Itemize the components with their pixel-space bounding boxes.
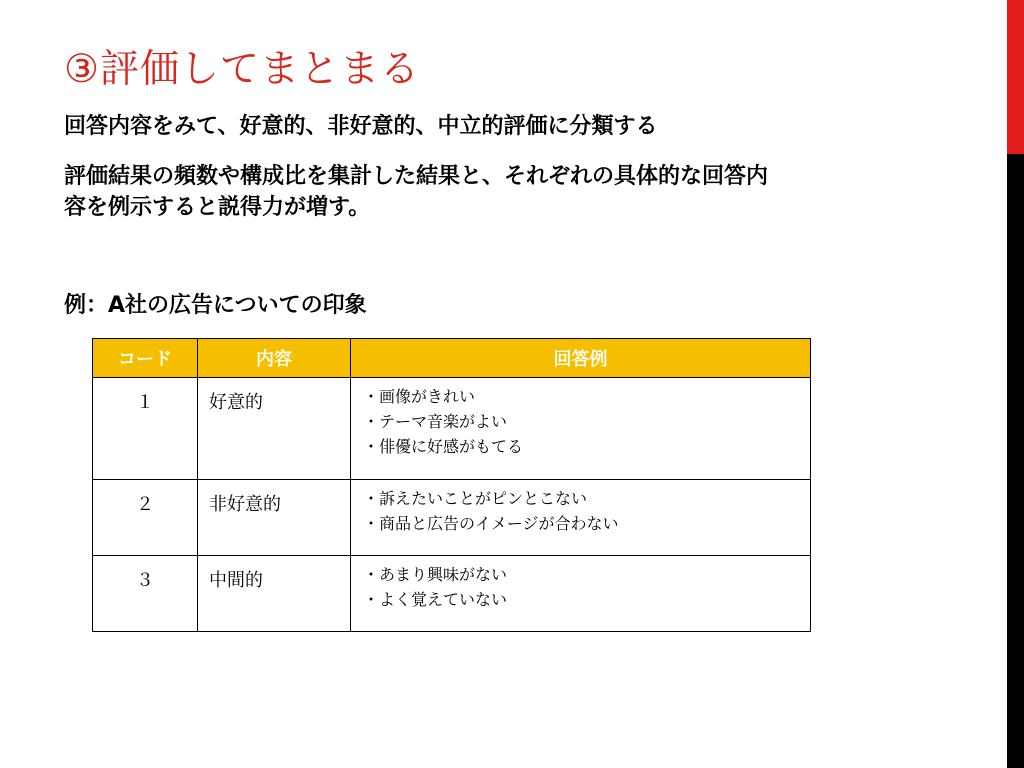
paragraph-summary: [64, 161, 768, 223]
cell-code: ２: [93, 480, 198, 556]
slide-title: ③評価してまとまる: [64, 47, 420, 92]
accent-bar-black: [1007, 154, 1024, 768]
cell-examples: [351, 556, 811, 632]
table-row: [93, 480, 811, 556]
cell-content: 中間的: [198, 556, 351, 632]
cell-examples: [351, 378, 811, 480]
example-item: ・俳優に好感がもてる: [363, 437, 524, 456]
cell-content: 非好意的: [198, 480, 351, 556]
example-item: ・あまり興味がない: [363, 565, 508, 584]
table-header-row: [93, 339, 811, 378]
paragraph-summary-line1: 評価結果の頻数や構成比を集計した結果と、それぞれの具体的な回答内: [64, 164, 769, 189]
header-code: コード: [93, 339, 198, 378]
example-item: ・テーマ音楽がよい: [363, 412, 508, 431]
paragraph-classification: 回答内容をみて、好意的、非好意的、中立的評価に分類する: [64, 114, 658, 139]
header-content: 内容: [198, 339, 351, 378]
example-item: ・よく覚えていない: [363, 590, 508, 609]
example-caption: 例：A社の広告についての印象: [64, 293, 367, 318]
cell-examples: [351, 480, 811, 556]
paragraph-summary-line2: 容を例示すると説得力が増す。: [64, 195, 371, 220]
header-examples: 回答例: [351, 339, 811, 378]
coding-table: [92, 338, 811, 632]
cell-content: 好意的: [198, 378, 351, 480]
table-row: [93, 378, 811, 480]
example-item: ・訴えたいことがピンとこない: [363, 489, 588, 508]
accent-bar-red: [1007, 0, 1024, 154]
example-item: ・画像がきれい: [363, 387, 476, 406]
cell-code: ３: [93, 556, 198, 632]
example-item: ・商品と広告のイメージが合わない: [363, 514, 619, 533]
table-row: [93, 556, 811, 632]
cell-code: １: [93, 378, 198, 480]
